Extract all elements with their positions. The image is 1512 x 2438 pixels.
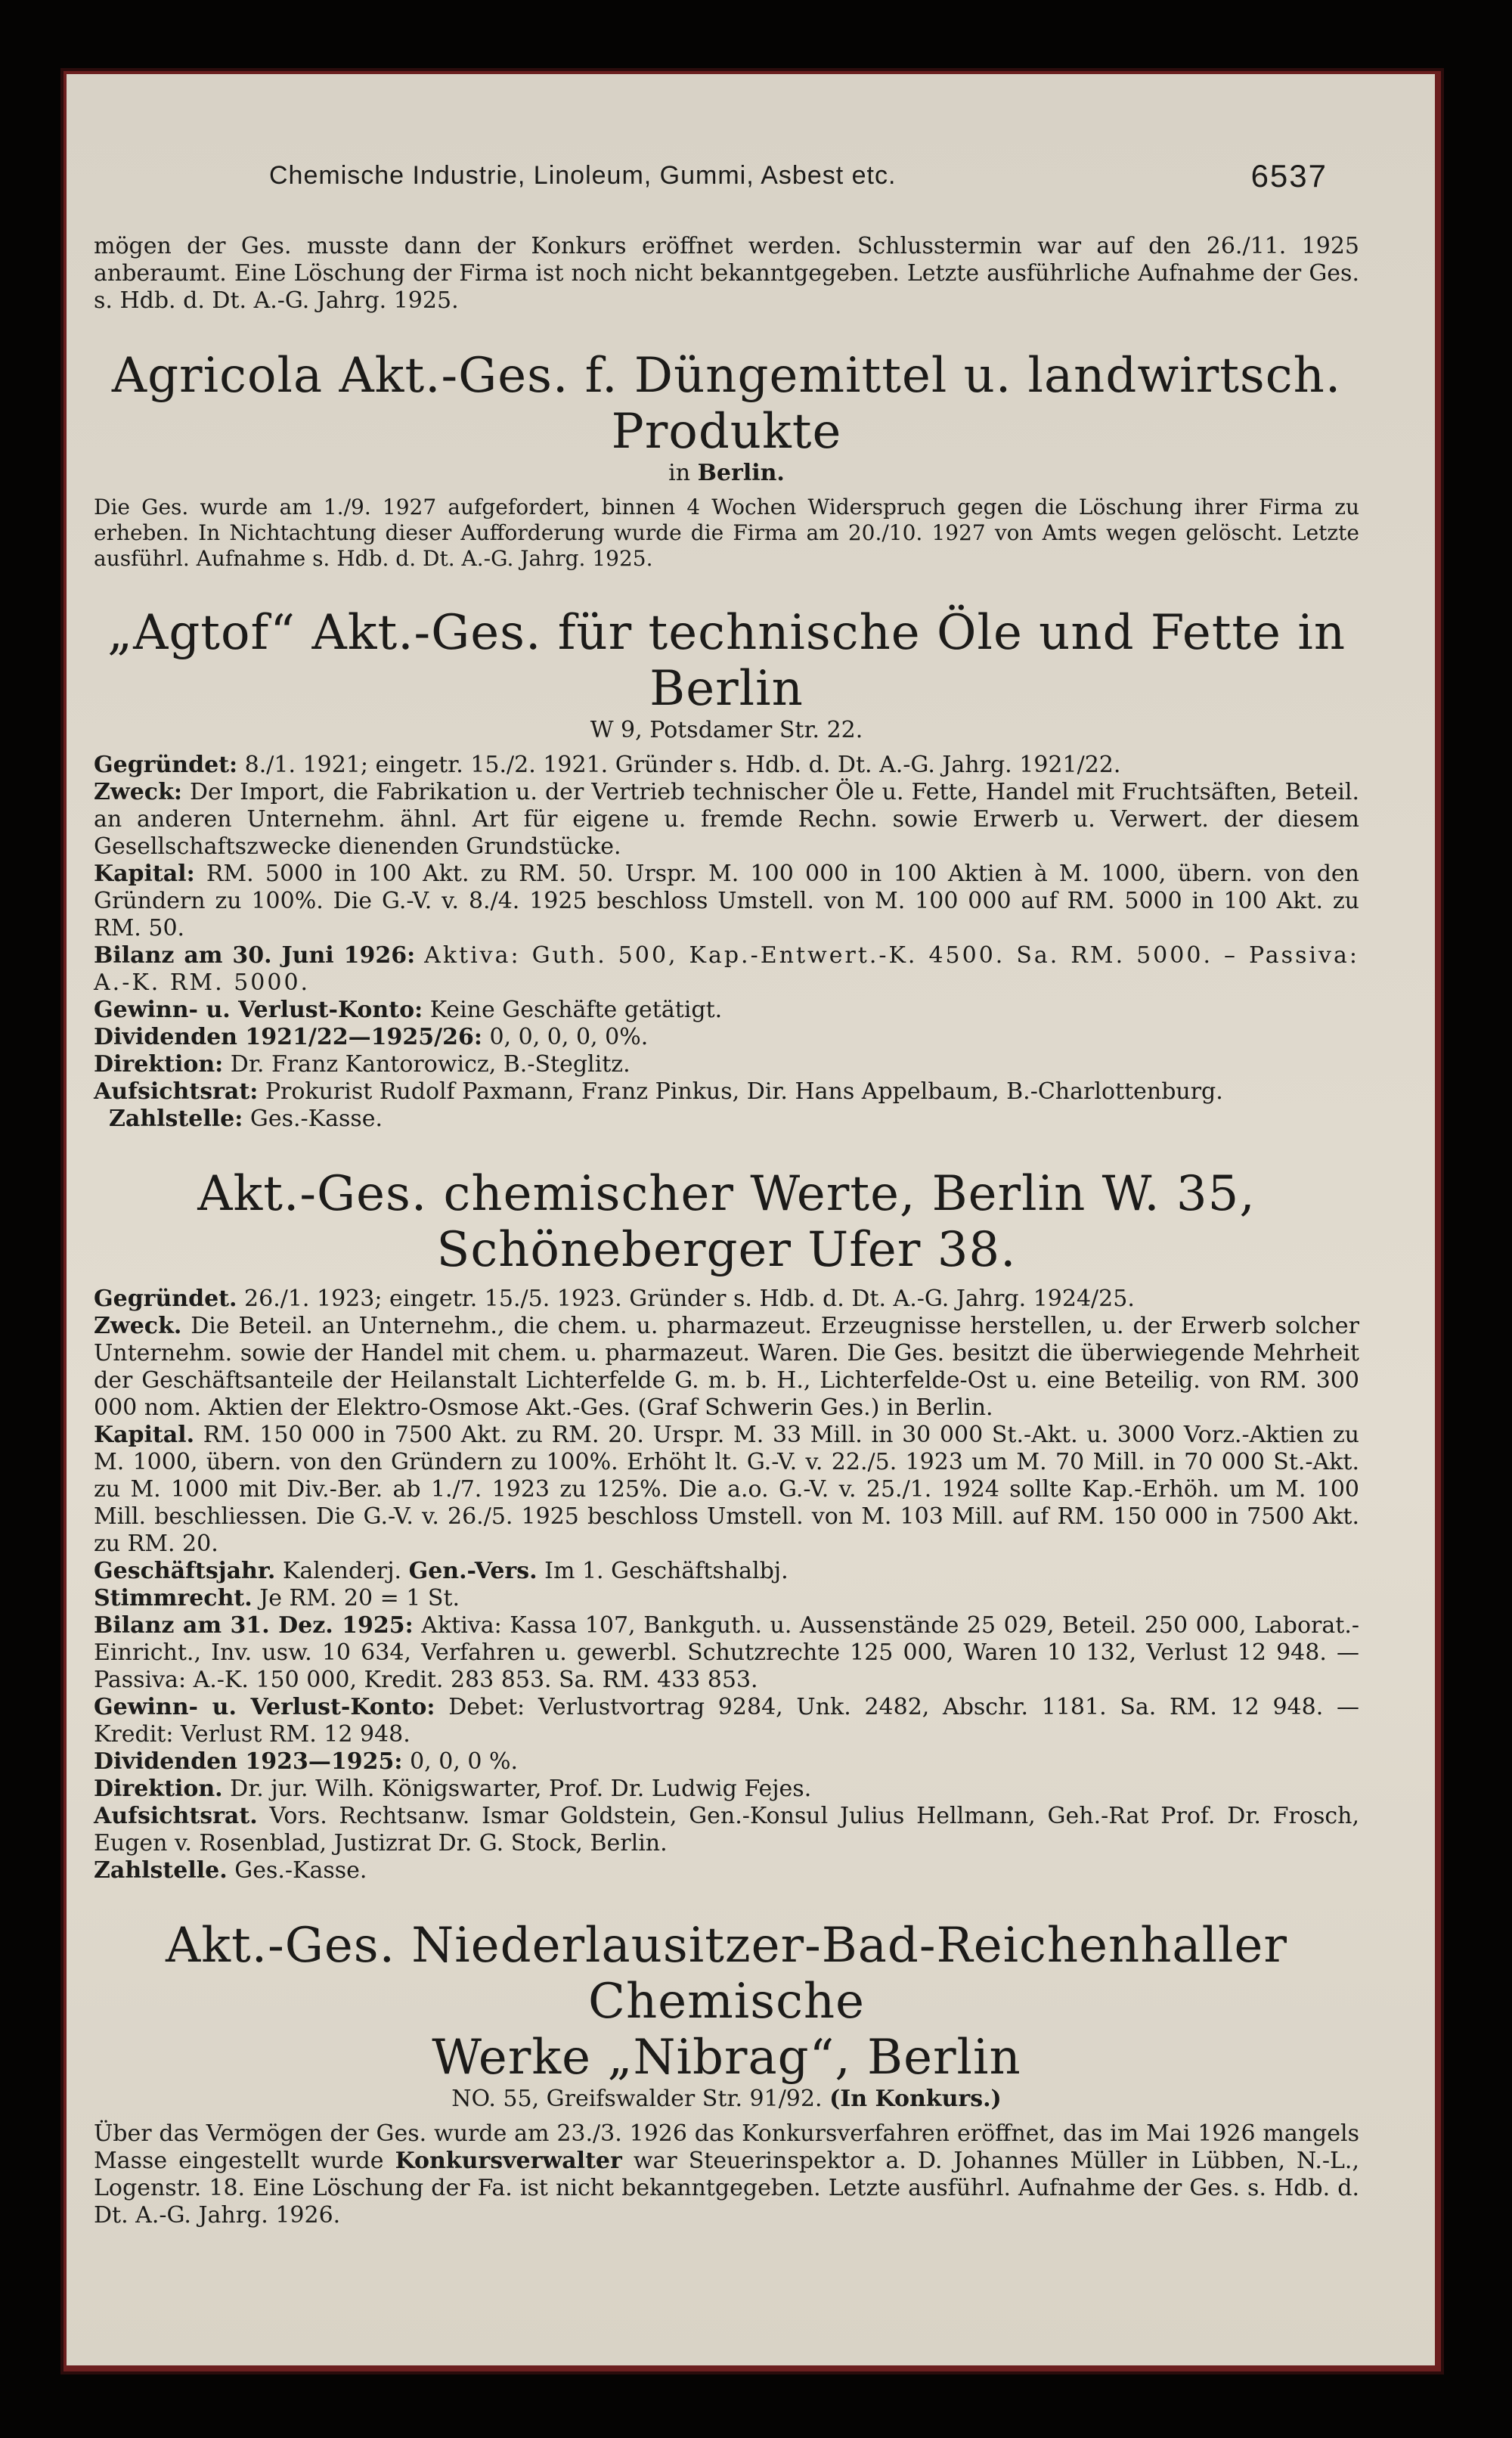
- entry-title-line-1: Akt.-Ges. Niederlausitzer-Bad-Reichenhaller Chemische: [166, 1918, 1287, 2030]
- detail-row: Direktion: Dr. Franz Kantorowicz, B.-Steglitz.: [94, 1051, 631, 1078]
- subtitle-city: Berlin.: [697, 460, 785, 486]
- entry-subtitle: [94, 460, 1359, 487]
- entry-nibrag: [94, 1918, 1359, 2229]
- detail-row: Zahlstelle. Ges.-Kasse.: [94, 1857, 367, 1884]
- page-content: [94, 233, 1359, 2229]
- detail-row: Zweck: Der Import, die Fabrikation u. der Vertrieb technischer Öle u. Fette, Handel mit Fruchtsäften, Beteil. an anderen Unternehm. ähnl. Art für eigene u. fremde Rechn. sowie Erwerb u. Verwert. der diesem Gesellschaftszwecke dienenden Grundstücke.: [94, 779, 1359, 860]
- entry-chemischer-werte: [94, 1166, 1359, 1884]
- detail-row: Dividenden 1923—1925: 0, 0, 0 %.: [94, 1748, 519, 1775]
- detail-row: Stimmrecht. Je RM. 20 = 1 St.: [94, 1585, 460, 1611]
- detail-row: Gewinn- u. Verlust-Konto: Keine Geschäfte getätigt.: [94, 997, 723, 1023]
- entry-address: NO. 55, Greifswalder Str. 91/92. (In Konkurs.): [451, 2086, 1002, 2112]
- entry-details: [94, 752, 1359, 1133]
- detail-row: Gegründet. 26./1. 1923; eingetr. 15./5. 1923. Gründer s. Hdb. d. Dt. A.-G. Jahrg. 1924/25.: [94, 1286, 1135, 1312]
- entry-title: „Agtof“ Akt.-Ges. für technische Öle und Fette in Berlin: [107, 605, 1346, 717]
- intro-paragraph: mögen der Ges. musste dann der Konkurs eröffnet werden. Schlusstermin war auf den 26./11. 1925 anberaumt. Eine Löschung der Firma ist noch nicht bekanntgegeben. Letzte ausführliche Aufnahme der Ges. s. Hdb. d. Dt. A.-G. Jahrg. 1925.: [94, 233, 1359, 314]
- detail-row: Bilanz am 31. Dez. 1925: Aktiva: Kassa 107, Bankguth. u. Aussenstände 25 029, Beteil. 250 000, Laborat.-Einricht., Inv. usw. 10 634, Verfahren u. gewerbl. Schutzrechte 125 000, Waren 10 132, Verlust 12 948. — Passiva: A.-K. 150 000, Kredit. 283 853. Sa. RM. 433 853.: [94, 1612, 1359, 1693]
- status-badge: (In Konkurs.): [829, 2086, 1002, 2112]
- detail-row: Aufsichtsrat: Prokurist Rudolf Paxmann, Franz Pinkus, Dir. Hans Appelbaum, B.-Charlottenburg.: [94, 1078, 1223, 1105]
- page-number: 6537: [1250, 158, 1328, 194]
- detail-row: Gegründet: 8./1. 1921; eingetr. 15./2. 1921. Gründer s. Hdb. d. Dt. A.-G. Jahrg. 1921/22.: [94, 752, 1121, 778]
- detail-row: Gewinn- u. Verlust-Konto: Debet: Verlustvortrag 9284, Unk. 2482, Abschr. 1181. Sa. RM. 12 948. — Kredit: Verlust RM. 12 948.: [94, 1694, 1359, 1748]
- entry-agricola: [94, 348, 1359, 572]
- entry-address: W 9, Potsdamer Str. 22.: [590, 717, 863, 743]
- detail-row: Kapital: RM. 5000 in 100 Akt. zu RM. 50. Urspr. M. 100 000 in 100 Aktien à M. 1000, übern. von den Gründern zu 100%. Die G.-V. v. 8./4. 1925 beschloss Umstell. von M. 100 000 auf RM. 5000 in 100 Akt. zu RM. 50.: [94, 861, 1359, 941]
- entry-title-line-2: Werke „Nibrag“, Berlin: [432, 2030, 1021, 2086]
- entry-title: Agricola Akt.-Ges. f. Düngemittel u. landwirtsch. Produkte: [111, 348, 1342, 460]
- detail-row: Bilanz am 30. Juni 1926: Aktiva: Guth. 500, Kap.-Entwert.-K. 4500. Sa. RM. 5000. – Passiva: A.-K. RM. 5000.: [94, 942, 1360, 996]
- entry-body: Über das Vermögen der Ges. wurde am 23./3. 1926 das Konkursverfahren eröffnet, das im Mai 1926 mangels Masse eingestellt wurde Konkursverwalter war Steuerinspektor a. D. Johannes Müller in Lübben, N.-L., Logenstr. 18. Eine Löschung der Fa. ist nicht bekanntgegeben. Letzte ausführl. Aufnahme der Ges. s. Hdb. d. Dt. A.-G. Jahrg. 1926.: [94, 2120, 1359, 2229]
- subtitle-prefix: in: [668, 460, 691, 486]
- entry-details: [94, 1286, 1359, 1884]
- entry-title: Akt.-Ges. chemischer Werte, Berlin W. 35, Schöneberger Ufer 38.: [197, 1166, 1256, 1278]
- detail-row: Zweck. Die Beteil. an Unternehm., die chem. u. pharmazeut. Erzeugnisse herstellen, u. der Erwerb solcher Unternehm. sowie der Handel mit chem. u. pharmazeut. Waren. Die Ges. besitzt die überwiegende Mehrheit der Geschäftsanteile der Heilanstalt Lichterfelde G. m. b. H., Lichterfelde-Ost u. eine Beteilig. von RM. 300 000 nom. Aktien der Elektro-Osmose Akt.-Ges. (Graf Schwerin Ges.) in Berlin.: [94, 1313, 1359, 1421]
- entry-agtof: [94, 605, 1359, 1133]
- detail-row: Dividenden 1921/22—1925/26: 0, 0, 0, 0, 0%.: [94, 1024, 649, 1050]
- detail-row: Direktion. Dr. jur. Wilh. Königswarter, Prof. Dr. Ludwig Fejes.: [94, 1776, 812, 1802]
- running-title: Chemische Industrie, Linoleum, Gummi, Asbest etc.: [269, 161, 897, 190]
- detail-row: Zahlstelle: Ges.-Kasse.: [109, 1106, 383, 1132]
- book-page: [67, 74, 1435, 2365]
- entry-body: Die Ges. wurde am 1./9. 1927 aufgefordert, binnen 4 Wochen Widerspruch gegen die Löschung ihrer Firma zu erheben. In Nichtachtung dieser Aufforderung wurde die Firma am 20./10. 1927 von Amts wegen gelöscht. Letzte ausführl. Aufnahme s. Hdb. d. Dt. A.-G. Jahrg. 1925.: [94, 495, 1359, 571]
- page-header: [133, 158, 1328, 199]
- detail-row: Kapital. RM. 150 000 in 7500 Akt. zu RM. 20. Urspr. M. 33 Mill. in 30 000 St.-Akt. u. 3000 Vorz.-Aktien zu M. 1000, übern. von den Gründern zu 100%. Erhöht lt. G.-V. v. 22./5. 1923 um M. 70 Mill. in 70 000 St.-Akt. zu M. 1000 mit Div.-Ber. ab 1./7. 1923 zu 125%. Die a.o. G.-V. v. 25./1. 1924 sollte Kap.-Erhöh. um M. 100 Mill. beschliessen. Die G.-V. v. 26./5. 1925 beschloss Umstell. von M. 103 Mill. auf RM. 150 000 in 7500 Akt. zu RM. 20.: [94, 1422, 1359, 1557]
- detail-row: Aufsichtsrat. Vors. Rechtsanw. Ismar Goldstein, Gen.-Konsul Julius Hellmann, Geh.-Rat Prof. Dr. Frosch, Eugen v. Rosenblad, Justizrat Dr. G. Stock, Berlin.: [94, 1803, 1359, 1856]
- detail-row: Geschäftsjahr. Kalenderj. Gen.-Vers. Im 1. Geschäftshalbj.: [94, 1558, 789, 1584]
